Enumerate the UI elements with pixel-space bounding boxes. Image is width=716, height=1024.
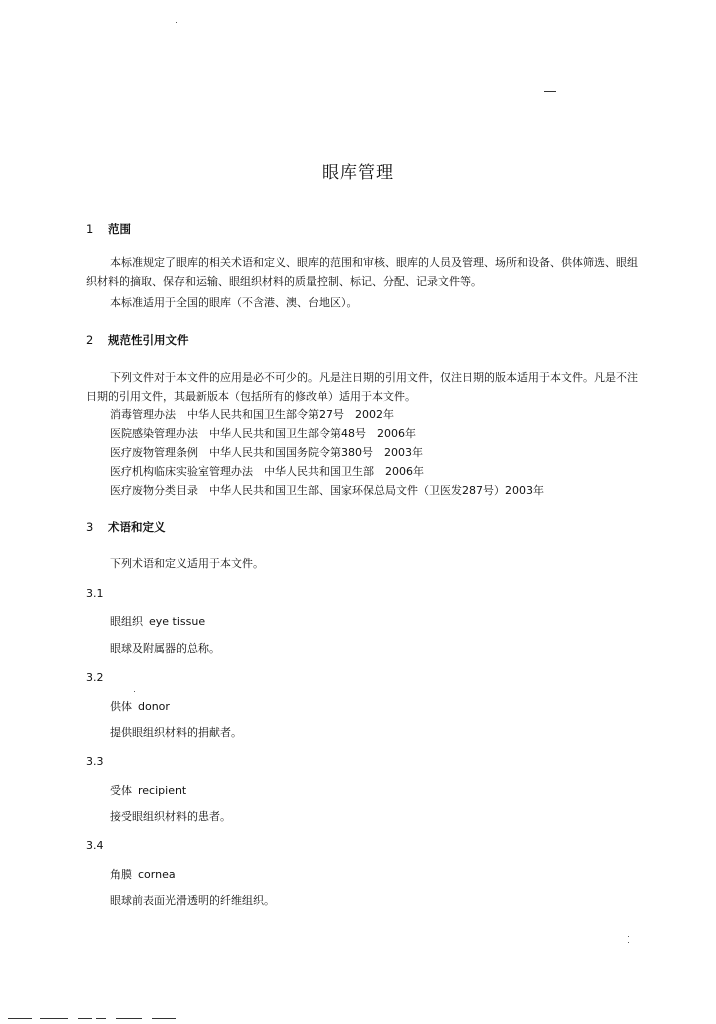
term-definition: 眼球及附属器的总称。 xyxy=(110,642,220,655)
term-definition: 提供眼组织材料的捐献者。 xyxy=(110,726,242,739)
term-definition: 接受眼组织材料的患者。 xyxy=(110,810,231,823)
term-zh: 角膜 xyxy=(110,868,132,881)
term-zh: 受体 xyxy=(110,784,132,797)
term-en: eye tissue xyxy=(149,615,206,628)
scope-paragraph: 本标准规定了眼库的相关术语和定义、眼库的范围和审核、眼库的人员及管理、场所和设备、供体筛选、眼组织材料的摘取、保存和运输、眼组织材料的质量控制、标记、分配、记录文件等。 xyxy=(86,256,638,288)
section-title: 术语和定义 xyxy=(108,520,166,534)
term-entry xyxy=(110,782,186,798)
term-en: cornea xyxy=(138,868,176,881)
reference-item: 医疗机构临床实验室管理办法 中华人民共和国卫生部 2006年 xyxy=(110,465,424,478)
scope-applicability: 本标准适用于全国的眼库（不含港、澳、台地区）。 xyxy=(110,296,358,309)
terms-intro: 下列术语和定义适用于本文件。 xyxy=(110,557,264,570)
scan-speck xyxy=(628,936,629,937)
refs-intro-paragraph: 下列文件对于本文件的应用是必不可少的。凡是注日期的引用文件，仅注日期的版本适用于本文件。凡是不注日期的引用文件，其最新版本（包括所有的修改单）适用于本文件。 xyxy=(86,371,638,403)
scan-edge-mark xyxy=(152,1018,176,1019)
reference-item: 医院感染管理办法 中华人民共和国卫生部令第48号 2006年 xyxy=(110,427,416,440)
section-title: 范围 xyxy=(108,222,132,236)
section-1-heading xyxy=(86,221,131,237)
scan-speck xyxy=(134,691,135,692)
scan-edge-mark xyxy=(78,1018,92,1019)
reference-item: 医疗废物管理条例 中华人民共和国国务院令第380号 2003年 xyxy=(110,446,423,459)
page-title: 眼库管理 xyxy=(322,163,394,183)
term-number: 3.2 xyxy=(86,671,104,684)
reference-item: 消毒管理办法 中华人民共和国卫生部令第27号 2002年 xyxy=(110,408,394,421)
reference-item: 医疗废物分类目录 中华人民共和国卫生部、国家环保总局文件（卫医发287号）2003年 xyxy=(110,484,544,497)
term-entry xyxy=(110,698,170,714)
term-number: 3.1 xyxy=(86,587,104,600)
term-definition: 眼球前表面光滑透明的纤维组织。 xyxy=(110,894,275,907)
scan-edge-mark xyxy=(96,1018,106,1019)
scan-edge-mark xyxy=(40,1018,68,1019)
section-3-heading xyxy=(86,519,166,535)
term-zh: 供体 xyxy=(110,700,132,713)
term-number: 3.3 xyxy=(86,755,104,768)
section-2-heading xyxy=(86,332,189,348)
section-number: 1 xyxy=(86,222,94,236)
term-en: donor xyxy=(138,700,170,713)
section-number: 3 xyxy=(86,520,94,534)
term-en: recipient xyxy=(138,784,187,797)
section-title: 规范性引用文件 xyxy=(108,333,189,347)
term-entry xyxy=(110,613,205,629)
term-zh: 眼组织 xyxy=(110,615,143,628)
scan-edge-mark xyxy=(116,1018,142,1019)
scan-mark xyxy=(544,91,556,92)
section-number: 2 xyxy=(86,333,94,347)
term-entry xyxy=(110,866,176,882)
scan-speck xyxy=(628,942,629,943)
scan-speck xyxy=(176,22,177,23)
term-number: 3.4 xyxy=(86,839,104,852)
scan-edge-mark xyxy=(8,1018,32,1019)
